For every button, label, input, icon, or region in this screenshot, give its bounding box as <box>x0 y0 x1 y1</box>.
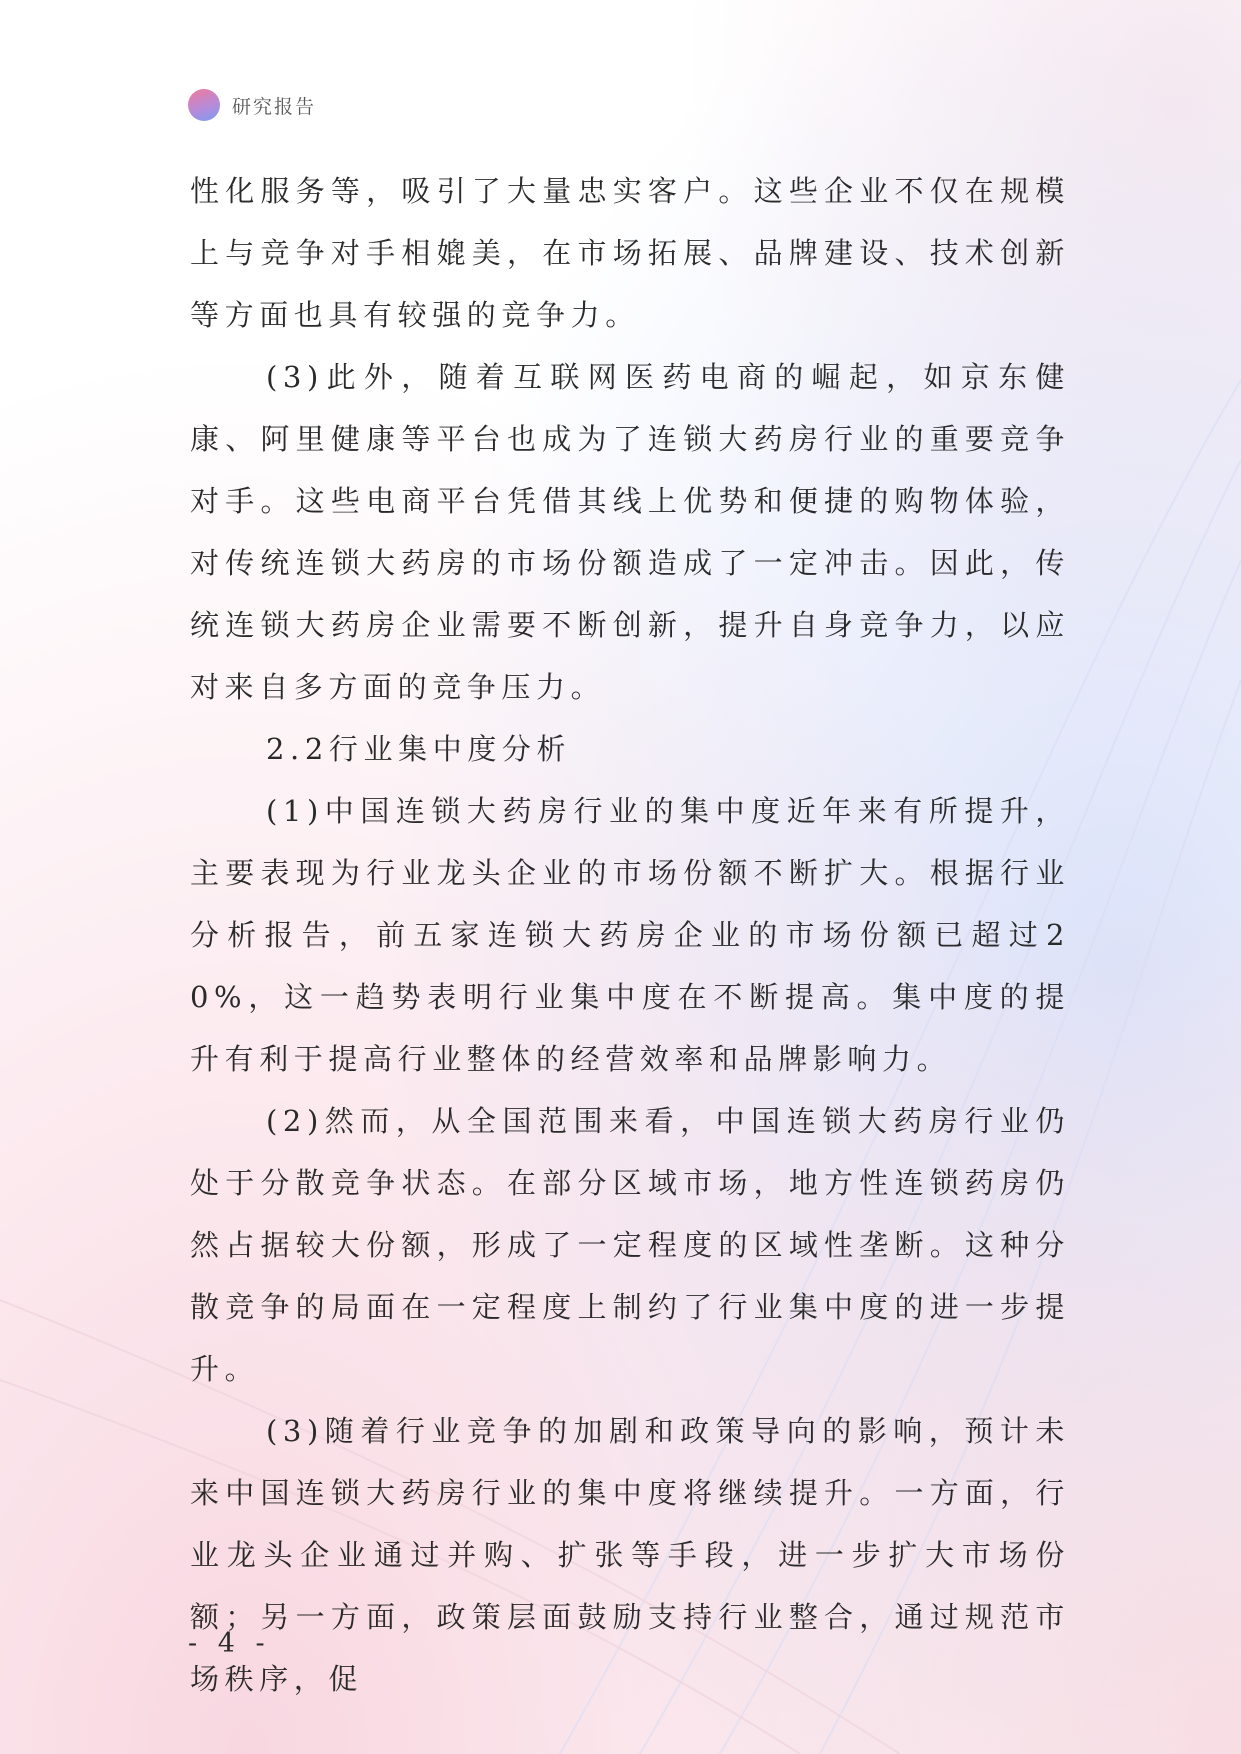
paragraph-continued: 性化服务等，吸引了大量忠实客户。这些企业不仅在规模上与竞争对手相媲美，在市场拓展、品牌建设、技术创新等方面也具有较强的竞争力。 <box>190 174 1070 332</box>
report-logo-icon <box>188 89 220 121</box>
page-header <box>188 88 316 122</box>
section-heading: 2.2行业集中度分析 <box>266 732 572 766</box>
header-title: 研究报告 <box>232 95 317 118</box>
paragraph-concentration-rise: (1)中国连锁大药房行业的集中度近年来有所提升，主要表现为行业龙头企业的市场份额不断扩大。根据行业分析报告，前五家连锁大药房企业的市场份额已超过20%，这一趋势表明行业集中度在不断提高。集中度的提升有利于提高行业整体的经营效率和品牌影响力。 <box>190 794 1070 1076</box>
paragraph-dispersed-competition: (2)然而，从全国范围来看，中国连锁大药房行业仍处于分散竞争状态。在部分区域市场，地方性连锁药房仍然占据较大份额，形成了一定程度的区域性垄断。这种分散竞争的局面在一定程度上制约了行业集中度的进一步提升。 <box>190 1104 1070 1386</box>
document-body <box>190 160 1070 1710</box>
paragraph-future-outlook: (3)随着行业竞争的加剧和政策导向的影响，预计未来中国连锁大药房行业的集中度将继续提升。一方面，行业龙头企业通过并购、扩张等手段，进一步扩大市场份额；另一方面，政策层面鼓励支持行业整合，通过规范市场秩序，促 <box>190 1414 1070 1696</box>
page-number: - 4 - <box>188 1628 271 1659</box>
paragraph-ecommerce-competition: (3)此外，随着互联网医药电商的崛起，如京东健康、阿里健康等平台也成为了连锁大药房行业的重要竞争对手。这些电商平台凭借其线上优势和便捷的购物体验，对传统连锁大药房的市场份额造成了一定冲击。因此，传统连锁大药房企业需要不断创新，提升自身竞争力，以应对来自多方面的竞争压力。 <box>190 360 1070 704</box>
